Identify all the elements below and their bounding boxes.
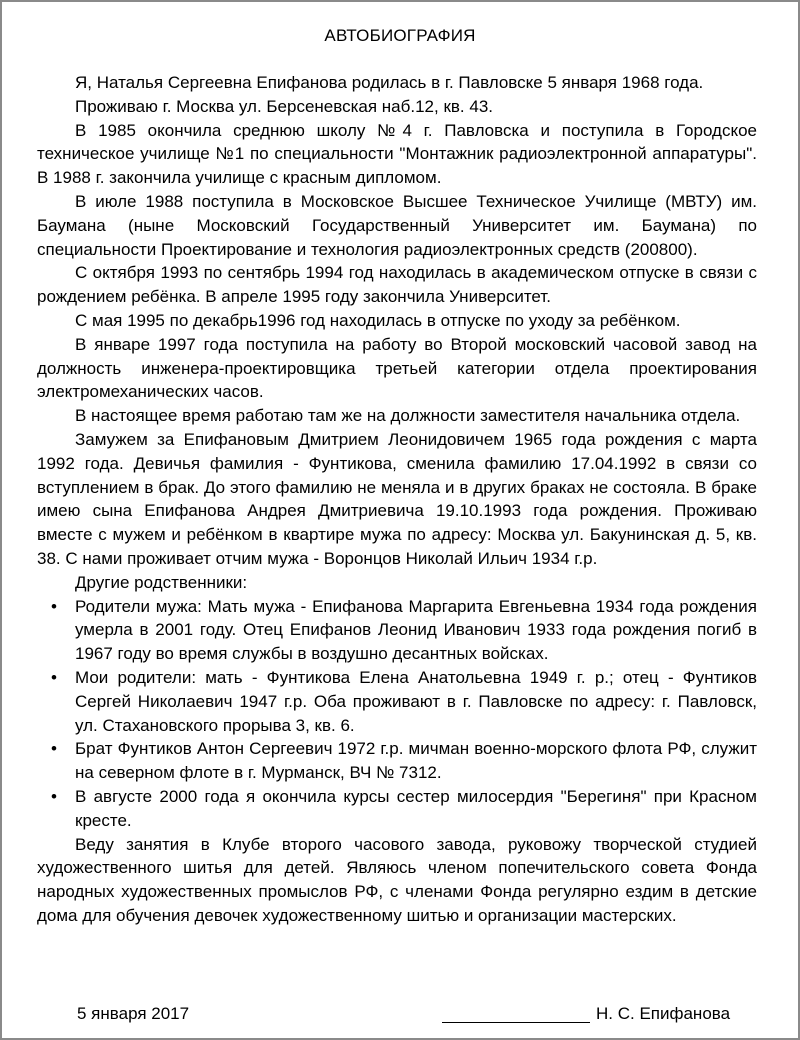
list-item-text: В августе 2000 года я окончила курсы сестер милосердия "Берегиня" при Красном кресте. — [75, 786, 757, 830]
bullet-icon: • — [51, 667, 57, 687]
bullet-icon: • — [51, 739, 57, 759]
list-item — [37, 666, 757, 737]
paragraph-university: В июле 1988 поступила в Московское Высшее Техническое Училище (МВТУ) им. Баумана (ныне Московский Государственный Университет им. Баумана) по специальности Проектирование и технология радиоэлектронных средств (200800). — [37, 191, 757, 259]
bullet-icon: • — [51, 596, 57, 616]
relatives-list — [37, 595, 757, 833]
paragraph-maternity-leave: С мая 1995 по декабрь1996 год находилась в отпуске по уходу за ребёнком. — [75, 310, 681, 330]
document-footer — [2, 1004, 798, 1028]
paragraph-marriage: Замужем за Епифановым Дмитрием Леонидовичем 1965 года рождения с марта 1992 года. Девичья фамилия - Фунтикова, сменила фамилию 17.04.1992 в связи со вступлением в брак. До этого фамилию не меняла и в других браках не состояла. В браке имею сына Епифанова Андрея Дмитриевича 19.10.1993 года рождения. Проживаю вместе с мужем и ребёнком в квартире мужа по адресу: Москва ул. Бакунинская д. 5, кв. 38. С нами проживает отчим мужа - Воронцов Николай Ильич 1934 г.р. — [37, 429, 757, 568]
list-item — [37, 785, 757, 833]
list-item-text: Родители мужа: Мать мужа - Епифанова Маргарита Евгеньевна 1934 года рождения умерла в 2001 году. Отец Епифанов Леонид Иванович 1933 года рождения погиб в 1967 году во время службы в воздушно десантных войсках. — [75, 596, 757, 664]
list-item-text: Мои родители: мать - Фунтикова Елена Анатольевна 1949 г. р.; отец - Фунтиков Сергей Николаевич 1947 г.р. Оба проживают в г. Павловске по адресу: г. Павловск, ул. Стахановского прорыва 3, кв. 6. — [75, 667, 757, 735]
list-item — [37, 595, 757, 666]
paragraph-current-position: В настоящее время работаю там же на должности заместителя начальника отдела. — [75, 406, 741, 426]
bullet-icon: • — [51, 786, 57, 806]
document-body — [37, 71, 757, 983]
paragraph-academic-leave: С октября 1993 по сентябрь 1994 год находилась в академическом отпуске в связи с рождением ребёнка. В апреле 1995 году закончила Университет. — [37, 263, 757, 307]
document-title: АВТОБИОГРАФИЯ — [324, 26, 476, 45]
paragraph-employment: В январе 1997 года поступила на работу во Второй московский часовой завод на должность инженера-проектировщика третьей категории отдела проектирования электромеханических часов. — [37, 334, 757, 402]
signature-line — [442, 1022, 590, 1023]
paragraph-relatives-heading: Другие родственники: — [75, 572, 248, 592]
list-item-text: Брат Фунтиков Антон Сергеевич 1972 г.р. мичман военно-морского флота РФ, служит на северном флоте в г. Мурманск, ВЧ № 7312. — [75, 739, 757, 783]
paragraph-school: В 1985 окончила среднюю школу №4 г. Павловска и поступила в Городское техническое училище №1 по специальности "Монтажник радиоэлектронной аппаратуры". В 1988 г. закончила училище с красным дипломом. — [37, 120, 757, 188]
signature-date: 5 января 2017 — [77, 1004, 190, 1023]
paragraph-residence: Проживаю г. Москва ул. Берсеневская наб.12, кв. 43. — [75, 96, 494, 116]
list-item — [37, 737, 757, 785]
paragraph-birth: Я, Наталья Сергеевна Епифанова родилась в г. Павловске 5 января 1968 года. — [75, 73, 704, 92]
signature-name: Н. С. Епифанова — [596, 1004, 731, 1023]
paragraph-activities: Веду занятия в Клубе второго часового завода, руковожу творческой студией художественного шитья для детей. Являюсь членом попечительского совета Фонда народных художественных промыслов РФ, с членами Фонда регулярно ездим в детские дома для обучения девочек художественному шитью и организации мастерских. — [37, 834, 757, 925]
